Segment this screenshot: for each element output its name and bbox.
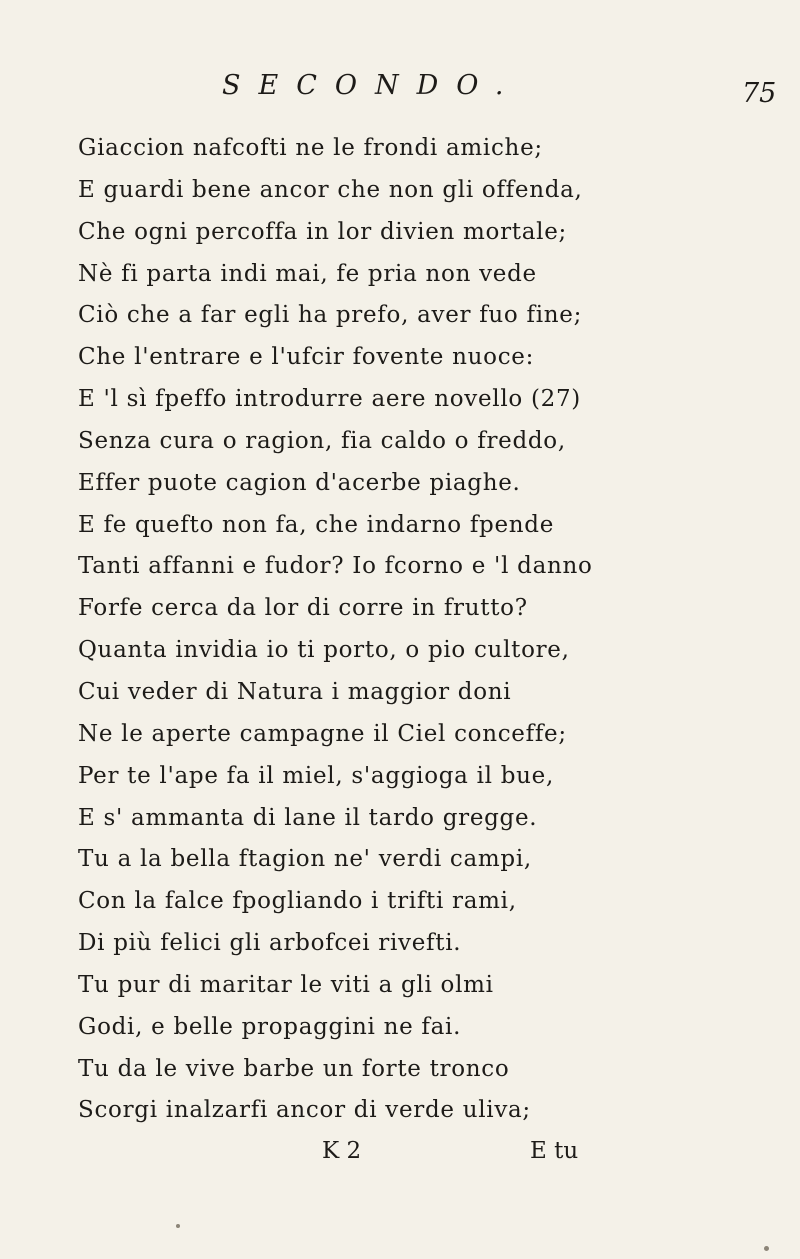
verse-line: Per te l'ape fa il miel, s'aggioga il bue, <box>78 762 554 789</box>
verse-line: Tu da le vive barbe un forte tronco <box>78 1055 510 1082</box>
verse-line: Con la falce fpogliando i trifti rami, <box>78 888 517 915</box>
verse-line: Quanta invidia io ti porto, o pio cultore, <box>78 637 570 664</box>
verse-line: Effer puote cagion d'acerbe piaghe. <box>78 469 521 496</box>
verse-line: Giaccion nafcofti ne le frondi amiche; <box>78 135 543 161</box>
verse-block <box>78 128 786 1132</box>
verse-line: Ciò che a far egli ha prefo, aver fuo fine; <box>78 302 583 329</box>
paper-speck <box>176 1224 180 1228</box>
verse-line: Tanti affanni e fudor? Io fcorno e 'l danno <box>78 553 593 580</box>
verse-line: E 'l sì fpeffo introdurre aere novello (27) <box>78 386 581 413</box>
verse-line: Tu pur di maritar le viti a gli olmi <box>78 971 494 998</box>
verse-line: Che ogni percoffa in lor divien mortale; <box>78 218 567 245</box>
verse-line: Senza cura o ragion, fia caldo o freddo, <box>78 427 566 454</box>
verse-line: Nè fi parta indi mai, fe pria non vede <box>78 260 537 287</box>
verse-line: Cui veder di Natura i maggior doni <box>78 678 512 705</box>
verse-line: E s' ammanta di lane il tardo gregge. <box>78 804 538 831</box>
verse-line: Scorgi inalzarfi ancor di verde uliva; <box>78 1097 531 1124</box>
verse-line: Ne le aperte campagne il Ciel conceffe; <box>78 720 567 747</box>
paper-speck <box>764 1246 769 1251</box>
running-title: SECONDO. <box>222 70 522 101</box>
verse-line: Di più felici gli arbofcei rivefti. <box>78 930 462 957</box>
verse-line: Che l'entrare e l'ufcir fovente nuoce: <box>78 344 535 371</box>
verse-line: Forfe cerca da lor di corre in frutto? <box>78 595 528 622</box>
catchline <box>0 1131 800 1171</box>
verse-line: E fe quefto non fa, che indarno fpende <box>78 511 555 538</box>
verse-line: E guardi bene ancor che non gli offenda, <box>78 176 583 203</box>
page-number: 75 <box>742 78 777 109</box>
catchword: E tu <box>530 1138 579 1164</box>
signature-mark: K 2 <box>322 1138 362 1164</box>
verse-line: Godi, e belle propaggini ne fai. <box>78 1013 462 1040</box>
verse-line: Tu a la bella ftagion ne' verdi campi, <box>78 846 532 873</box>
running-head <box>0 58 800 128</box>
